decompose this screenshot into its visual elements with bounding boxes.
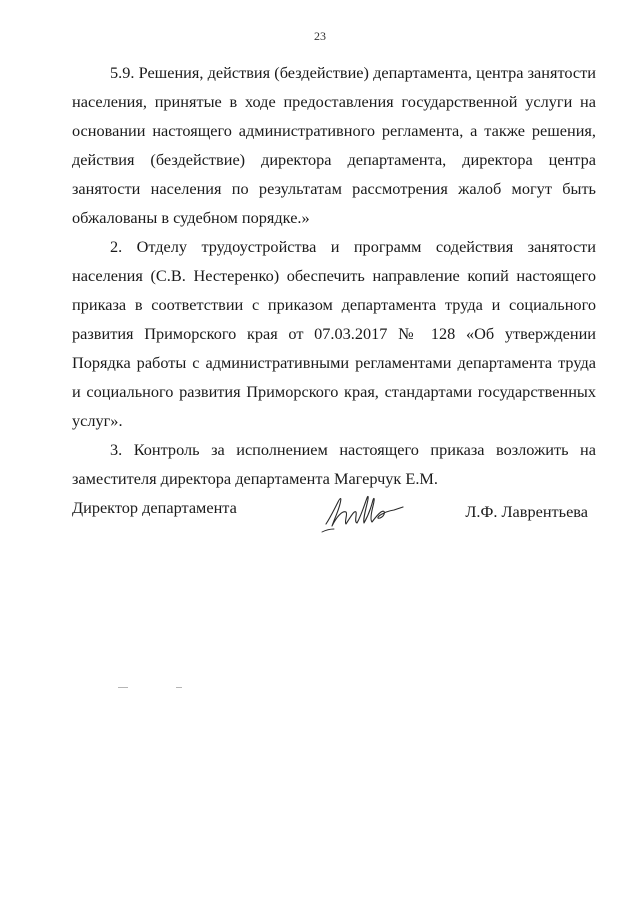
signatory-title: Директор департамента xyxy=(72,498,237,517)
signature-block xyxy=(72,488,596,538)
paragraph-3: 3. Контроль за исполнением настоящего приказа возложить на заместителя директора департамента Магерчук Е.М. xyxy=(72,440,596,488)
scan-speck xyxy=(118,687,128,688)
paragraph-5-9: 5.9. Решения, действия (бездействие) департамента, центра занятости населения, принятые в ходе предоставления государственной услуги на основании настоящего административного регламента, а также решения, действия (бездействие) директора департамента, директора центра занятости населения по результатам рассмотрения жалоб могут быть обжалованы в судебном порядке.» xyxy=(72,63,596,227)
document-body xyxy=(72,58,596,493)
signatory-name: Л.Ф. Лаврентьева xyxy=(465,502,588,521)
scan-speck xyxy=(176,687,182,688)
paragraph-2: 2. Отделу трудоустройства и программ содействия занятости населения (С.В. Нестеренко) обеспечить направление копий настоящего приказа в соответствии с приказом департамента труда и социального развития Приморского края от 07.03.2017 № 128 «Об утверждении Порядка работы с административными регламентами департамента труда и социального развития Приморского края, стандартами государственных услуг». xyxy=(72,237,596,430)
page-number: 23 xyxy=(314,29,326,43)
handwritten-signature xyxy=(320,488,404,536)
